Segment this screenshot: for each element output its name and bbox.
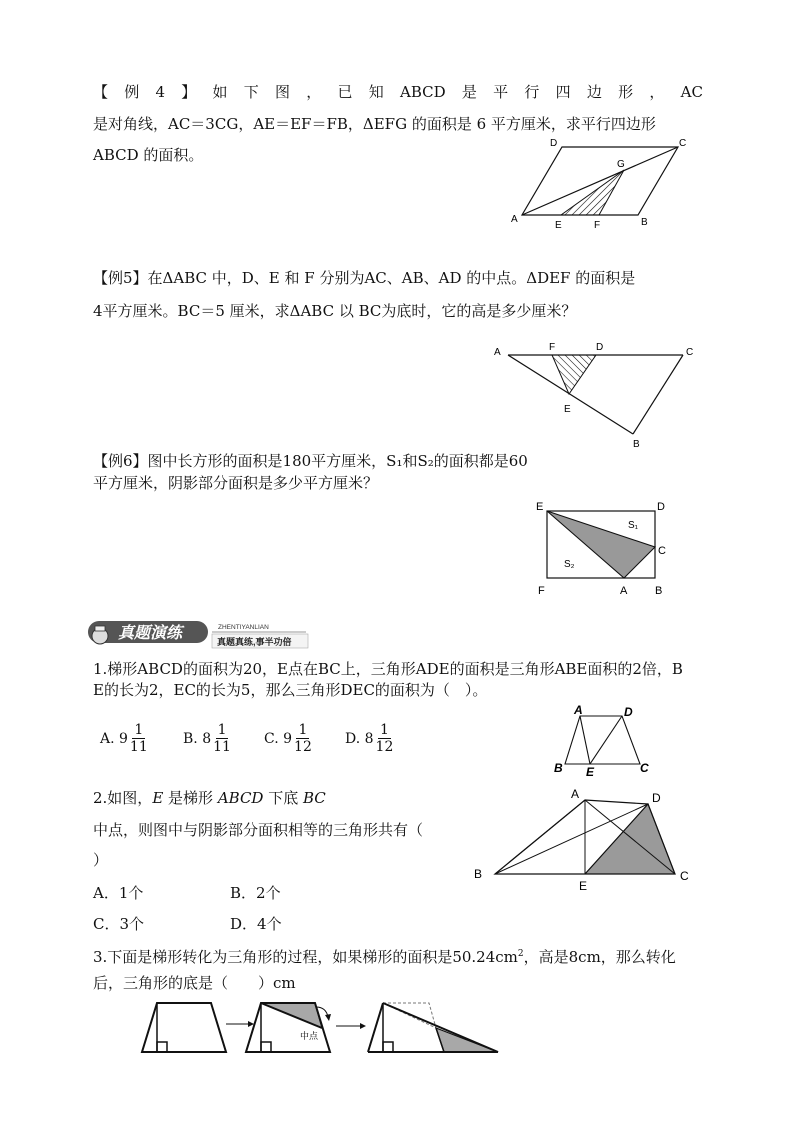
ex5-label-a: A	[494, 347, 501, 358]
q2-trapezoid-figure	[470, 782, 700, 897]
ex4-line1-token: 如	[212, 83, 228, 101]
ex4-shaded-triangle	[561, 170, 624, 215]
ex4-label-d: D	[550, 138, 558, 149]
ex6-label-f: F	[538, 585, 545, 597]
ex4-line1-token: ，	[306, 83, 322, 101]
q2-var-bc: BC	[303, 789, 326, 807]
q3-sup: 2	[517, 949, 524, 959]
q1-option-d-den: 12	[375, 739, 394, 755]
q1-option-a[interactable]	[100, 722, 148, 755]
ex4-label-a: A	[511, 214, 518, 225]
ex5-label-b: B	[633, 439, 640, 450]
ex4-line3: ABCD 的面积。	[93, 146, 204, 164]
ex5-label-c: C	[686, 347, 694, 358]
q1-option-d-num: 1	[380, 722, 389, 738]
ex4-line1-token: 例	[124, 83, 140, 101]
ex6-label-b: B	[655, 585, 663, 597]
q2-label-b: B	[474, 867, 483, 881]
q2-var-abcd: ABCD	[217, 789, 264, 807]
badge-graphic	[88, 619, 310, 649]
ex4-line1-token: 是	[461, 83, 477, 101]
ex4-line1-token: 形	[618, 83, 634, 101]
ex4-line1-token: 平	[493, 83, 509, 101]
q2-option-c[interactable]: C．3个	[93, 915, 145, 933]
q2-option-a[interactable]: A．1个	[93, 884, 144, 902]
ex4-line1-token: 】	[181, 83, 197, 101]
ex4-label-f: F	[594, 220, 601, 231]
ex4-label-c: C	[679, 138, 687, 149]
q2-line3: ）	[93, 851, 109, 869]
ex6-label-d: D	[657, 501, 665, 513]
ex4-line1	[93, 82, 703, 102]
q1-option-c-num: 1	[298, 722, 308, 738]
q1-option-b-prefix: B. 8	[183, 730, 212, 747]
q1-option-a-num: 1	[134, 722, 144, 738]
ex4-label-g: G	[617, 159, 625, 170]
ex5-label-e: E	[564, 404, 571, 415]
ex5-label-d: D	[596, 342, 604, 353]
q3-line1	[93, 944, 676, 967]
q2-label-e: E	[579, 879, 588, 893]
q1-label-e: E	[586, 765, 595, 779]
q1-label-c: C	[640, 761, 649, 775]
q2-line2: 中点，则图中与阴影部分面积相等的三角形共有（	[93, 821, 424, 839]
ex4-line1-token: 知	[368, 83, 384, 101]
q1-option-c[interactable]	[264, 722, 312, 755]
q2-label-c: C	[680, 869, 689, 883]
section-badge	[88, 619, 310, 649]
q2-line1-start: 2.如图，	[93, 789, 153, 807]
q1-option-a-prefix: A. 9	[100, 730, 128, 747]
ex4-line1-token: 4	[155, 83, 166, 101]
ex6-line2: 平方厘米，阴影部分面积是多少平方厘米？	[93, 474, 379, 492]
ex4-parallelogram-figure	[505, 133, 695, 233]
badge-title: 真题演练	[118, 625, 183, 642]
q1-option-b-den: 11	[213, 739, 231, 755]
q2-line1-mid1: 是梯形	[163, 789, 218, 807]
ex6-line1: 【例6】图中长方形的面积是180平方厘米，S₁和S₂的面积都是60	[93, 452, 528, 470]
badge-subtitle: 真题真练,事半功倍	[217, 637, 292, 647]
ex4-line1-token: 已	[337, 83, 353, 101]
q1-line2: E的长为2，EC的长为5，那么三角形DEC的面积为（ ）。	[93, 681, 488, 699]
q1-option-d-prefix: D. 8	[345, 730, 374, 747]
q1-line1: 1.梯形ABCD的面积为20，E点在BC上，三角形ADE的面积是三角形ABE面积的2倍，B	[93, 660, 683, 678]
ex5-triangle-figure	[490, 337, 700, 452]
ex5-label-f: F	[549, 342, 556, 353]
q1-label-b: B	[554, 761, 563, 775]
q1-option-d[interactable]	[345, 722, 393, 755]
q2-label-d: D	[652, 791, 661, 805]
ex4-label-b: B	[641, 217, 648, 228]
q3-line1-pre: 3.下面是梯形转化为三角形的过程，如果梯形的面积是50.24cm	[93, 948, 518, 966]
q1-option-a-den: 11	[129, 739, 148, 755]
q1-option-c-den: 12	[294, 739, 312, 755]
q3-midpoint-label: 中点	[300, 1031, 319, 1041]
ex4-line1-token: 四	[555, 83, 571, 101]
ex4-line1-token: 下	[243, 83, 259, 101]
badge-pinyin: ZHENTIYANLIAN	[218, 624, 269, 631]
q3-transformation-figure	[130, 995, 510, 1060]
q1-label-a: A	[574, 703, 583, 717]
ex6-label-s2: S₂	[564, 559, 575, 570]
q3-line1-post: ，高是8cm，那么转化	[523, 948, 676, 966]
ex4-line1-token: AC	[680, 83, 703, 101]
ex4-line1-token: 边	[586, 83, 602, 101]
ex4-line1-token: ，	[649, 83, 665, 101]
ex6-label-a: A	[620, 585, 628, 597]
ex4-label-e: E	[555, 220, 562, 231]
q2-option-d[interactable]: D．4个	[230, 915, 282, 933]
q1-label-d: D	[624, 705, 633, 719]
ex4-line2: 是对角线，AC＝3CG，AE＝EF＝FB，ΔEFG 的面积是 6 平方厘米，求平行四边形	[93, 115, 656, 133]
q2-var-e: E	[152, 789, 164, 807]
ex4-line1-token: 图	[275, 83, 291, 101]
q2-label-a: A	[571, 787, 580, 801]
q2-option-b[interactable]: B．2个	[230, 884, 281, 902]
q1-trapezoid-figure	[550, 700, 665, 780]
ex6-label-c: C	[658, 545, 666, 557]
ex6-label-s1: S₁	[628, 520, 639, 531]
ex6-rectangle-figure	[530, 497, 680, 602]
q1-option-c-prefix: C. 9	[264, 730, 293, 747]
ex5-line1: 【例5】在ΔABC 中，D、E 和 F 分别为AC、AB、AD 的中点。ΔDEF 的面积是	[93, 269, 636, 287]
q2-line1	[93, 788, 326, 808]
ex6-label-e: E	[536, 501, 544, 513]
q1-option-b-num: 1	[217, 722, 227, 738]
ex4-line1-token: ABCD	[400, 83, 446, 101]
q1-option-b[interactable]	[183, 722, 231, 755]
q2-line1-mid2: 下底	[263, 789, 303, 807]
ex4-line1-token: 【	[93, 83, 109, 101]
ex5-shaded-triangle	[552, 355, 596, 394]
ex4-line1-token: 行	[524, 83, 540, 101]
ex5-line2: 4平方厘米。BC＝5 厘米，求ΔABC 以 BC为底时，它的高是多少厘米？	[93, 302, 577, 320]
q3-line2: 后，三角形的底是（ ）cm	[93, 974, 296, 992]
